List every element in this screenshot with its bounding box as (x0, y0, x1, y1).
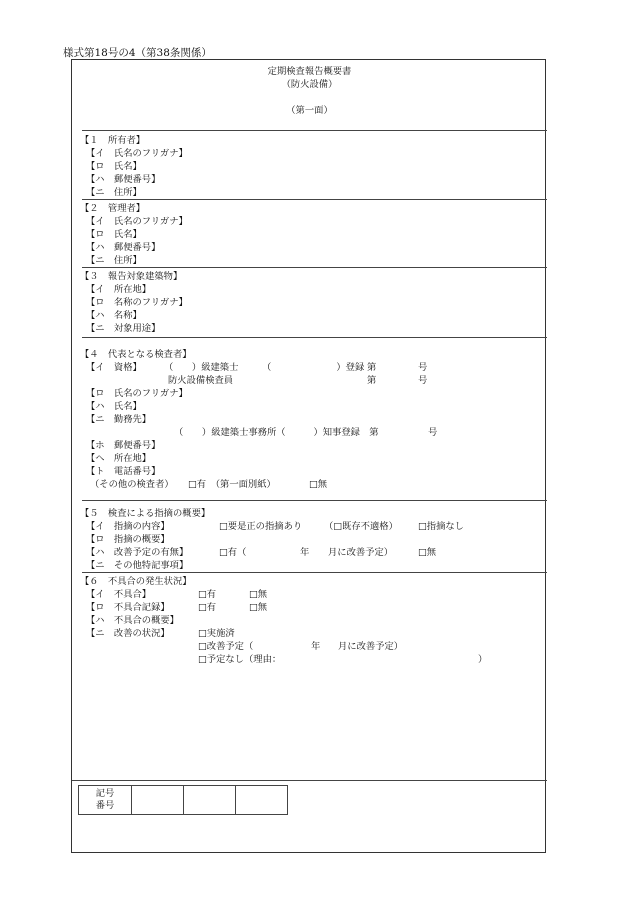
manager-address-field: 【ニ 住所】 (86, 255, 142, 266)
inspector-address-field: 【ヘ 所在地】 (86, 453, 152, 464)
improvement-plan-no-checkbox[interactable]: □無 (418, 547, 437, 558)
registration-cell-3[interactable] (236, 786, 287, 814)
improvement-plan-yes-checkbox[interactable]: □有（ (219, 547, 247, 558)
status-planned-year: 年 (311, 641, 321, 652)
inspector-postal-field: 【ホ 郵便番号】 (86, 440, 161, 451)
other-inspectors-label: （その他の検査者） (90, 479, 174, 490)
inspector-registration-pref: （ ）登録 (262, 362, 365, 373)
building-use-field: 【ニ 対象用途】 (86, 323, 161, 334)
registration-number-box (78, 785, 288, 815)
owner-postal-field: 【ハ 郵便番号】 (86, 174, 161, 185)
findings-existing-nonconforming-checkbox[interactable]: （□既存不適格） (324, 521, 398, 532)
inspector-phone-field: 【ト 電話番号】 (86, 466, 161, 477)
section-building-heading: 【３ 報告対象建築物】 (80, 271, 183, 282)
manager-name-field: 【ロ 氏名】 (86, 229, 142, 240)
owner-address-field: 【ニ 住所】 (86, 187, 142, 198)
defect-record-no-checkbox[interactable]: □無 (249, 602, 268, 613)
inspector-workplace-field: 【ニ 勤務先】 (86, 414, 152, 425)
status-planned-month: 月に改善予定） (338, 641, 404, 652)
registration-label (79, 788, 131, 812)
inspector-architect-class: （ ）級建築士 (164, 362, 239, 373)
inspector-name-field: 【ハ 氏名】 (86, 401, 142, 412)
defect-summary-field: 【ハ 不具合の概要】 (86, 615, 179, 626)
registration-label-line2: 番号 (95, 800, 115, 811)
section-findings-heading: 【５ 検査による指摘の概要】 (80, 508, 211, 519)
improvement-plan-month: 月に改善予定） (328, 547, 394, 558)
status-none-close: ） (478, 654, 488, 665)
improvement-status-label: 【ニ 改善の状況】 (86, 628, 170, 639)
divider (82, 267, 547, 268)
findings-none-checkbox[interactable]: □指摘なし (418, 521, 464, 532)
other-inspectors-yes-checkbox[interactable]: □有 （第一面別紙） (188, 479, 276, 490)
section-defects-heading: 【６ 不具合の発生状況】 (80, 576, 192, 587)
building-name-furigana-field: 【ロ 名称のフリガナ】 (86, 297, 188, 308)
divider (72, 780, 547, 781)
divider (82, 572, 547, 573)
inspector-number-label: 第 (367, 362, 377, 373)
registration-cell-1[interactable] (132, 786, 183, 814)
divider (82, 199, 547, 200)
inspector-number-suffix: 号 (418, 362, 428, 373)
registration-cell-2[interactable] (184, 786, 235, 814)
inspector-fire-equipment: 防火設備検査員 (168, 375, 234, 386)
section-manager-heading: 【２ 管理者】 (80, 203, 146, 214)
inspector-number-label-2: 第 (367, 375, 377, 386)
section-owner-heading: 【１ 所有者】 (80, 135, 146, 146)
defect-label: 【イ 不具合】 (86, 589, 152, 600)
findings-content-label: 【イ 指摘の内容】 (86, 521, 170, 532)
other-inspectors-no-checkbox[interactable]: □無 (309, 479, 328, 490)
owner-furigana-field: 【イ 氏名のフリガナ】 (86, 148, 188, 159)
building-location-field: 【イ 所在地】 (86, 284, 152, 295)
form-subtitle: （防火設備） (281, 79, 338, 90)
divider (82, 130, 547, 131)
status-none-checkbox[interactable]: □予定なし（理由： (198, 654, 282, 665)
inspector-qualification-label: 【イ 資格】 (86, 362, 142, 373)
improvement-plan-year: 年 (300, 547, 310, 558)
inspector-office-registration: （ ）級建築士事務所（ ）知事登録 第 (174, 427, 379, 438)
section-inspector-heading: 【４ 代表となる検査者】 (80, 349, 192, 360)
defect-no-checkbox[interactable]: □無 (249, 589, 268, 600)
owner-name-field: 【ロ 氏名】 (86, 161, 142, 172)
building-name-field: 【ハ 名称】 (86, 310, 142, 321)
defect-record-label: 【ロ 不具合記録】 (86, 602, 170, 613)
form-title: 定期検査報告概要書 (267, 66, 352, 77)
page-indicator: （第一面） (286, 105, 333, 116)
divider (82, 500, 547, 501)
manager-furigana-field: 【イ 氏名のフリガナ】 (86, 216, 188, 227)
inspector-office-number-suffix: 号 (428, 427, 438, 438)
inspector-furigana-field: 【ロ 氏名のフリガナ】 (86, 388, 188, 399)
improvement-plan-label: 【ハ 改善予定の有無】 (86, 547, 189, 558)
inspector-number-suffix-2: 号 (418, 375, 428, 386)
defect-record-yes-checkbox[interactable]: □有 (198, 602, 217, 613)
manager-postal-field: 【ハ 郵便番号】 (86, 242, 161, 253)
divider (82, 337, 547, 338)
registration-label-line1: 記号 (95, 788, 115, 799)
findings-correction-required-checkbox[interactable]: □要是正の指摘あり (219, 521, 303, 532)
form-id: 様式第18号の4（第38条関係） (63, 47, 212, 59)
report-form (71, 59, 546, 853)
status-planned-checkbox[interactable]: □改善予定（ (198, 641, 254, 652)
defect-yes-checkbox[interactable]: □有 (198, 589, 217, 600)
findings-summary-field: 【ロ 指摘の概要】 (86, 534, 170, 545)
status-done-checkbox[interactable]: □実施済 (198, 628, 235, 639)
findings-other-notes-field: 【ニ その他特記事項】 (86, 560, 189, 571)
